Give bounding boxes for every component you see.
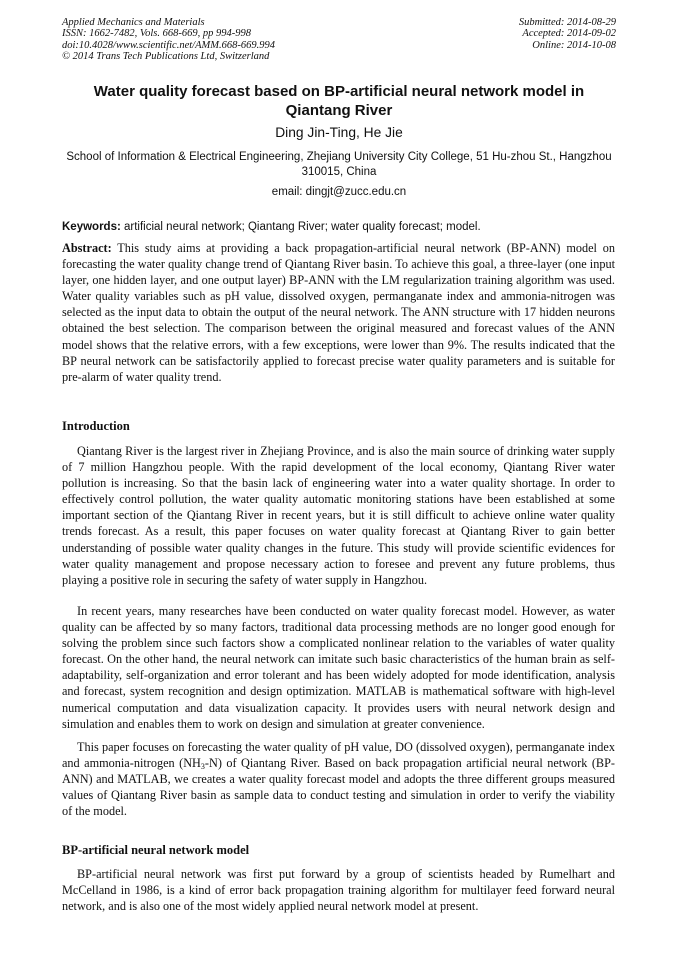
doi-line: doi:10.4028/www.scientific.net/AMM.668-669.994 <box>62 39 275 51</box>
bpann-heading: BP-artificial neural network model <box>62 843 250 857</box>
intro-p3-part1: This paper focuses on forecasting the water quality of pH value, DO (dissolved oxygen), permanganate index and ammonia-nitrogen (NH <box>62 740 615 771</box>
bpann-paragraph-1: BP-artificial neural network was first put forward by a group of scientists headed by Rumelhart and McCelland in 1986, is a kind of error back propagation training algorithm for multilayer feed forward neural network, and is also one of the most widely applied neural network model at present. <box>62 867 615 914</box>
keywords-label: Keywords: <box>62 221 121 233</box>
submitted-date: Submitted: 2014-08-29 <box>518 17 616 28</box>
introduction-paragraph-2: In recent years, many researches have been conducted on water quality forecast model. However, as water quality can be affected by so many factors, traditional data processing methods are no longer good enough for solving the problem since such factors show a complicated nonlinear relation to the variables of water quality forecast. On the other hand, the neural network can imitate such basic characteristics of the human brain as self-adaptability, self-organization and error tolerant and has been widely adopted for mode identification, analysis and forecast, system recognition and design optimization. MATLAB is mathematical software with high-level numerical computation and data visualization capacity. It provides users with neural network design and simulation and enables them to work on design and simulation at greater convenience. <box>62 604 615 731</box>
introduction-heading: Introduction <box>62 419 130 433</box>
introduction-paragraph-3 <box>62 739 615 819</box>
nh3-subscript: 3 <box>200 762 205 772</box>
author-affiliation: School of Information & Electrical Engineering, Zhejiang University City College, 51 Hu-zhou St., Hangzhou 310015, China <box>66 151 612 178</box>
online-date: Online: 2014-10-08 <box>532 39 616 51</box>
author-email: email: dingjt@zucc.edu.cn <box>271 186 407 198</box>
submission-dates <box>519 17 616 51</box>
paper-authors: Ding Jin-Ting, He Jie <box>275 125 403 140</box>
journal-name: Applied Mechanics and Materials <box>62 17 205 28</box>
keywords-text: artificial neural network; Qiantang River; water quality forecast; model. <box>120 221 481 233</box>
keywords <box>62 220 616 235</box>
abstract <box>62 240 615 385</box>
paper-title: Water quality forecast based on BP-artificial neural network model in Qiantang River <box>93 83 585 119</box>
intro-p3-part2: -N) of Qiantang River. Based on back propagation artificial neural network (BP-ANN) and MATLAB, we creates a water quality forecast model and adopts the three different groups measured values of Qiantang River basin as sample data to conduct testing and simulation in order to verify the viability of the model. <box>62 756 615 819</box>
introduction-paragraph-1: Qiantang River is the largest river in Zhejiang Province, and is also the main source of drinking water supply of 7 million Hangzhou people. With the rapid development of the local economy, Qiantang River water pollution is increasing. So that the basin lack of engineering water into a water quality shortage. In order to effectively control pollution, the water quality automatic monitoring stations have been established at some important section of the Qiantang River in recent years, but it is still difficult to achieve online water quality trends forecast. As a result, this paper focuses on water quality forecast at Qiantang River to gain better understanding of possible water quality changes in the future. This study will provide scientific evidences for water quality management and propose necessary action to foresee and prevent any future problems, thus playing a positive role in securing the safety of water supply in Hangzhou. <box>62 444 615 587</box>
abstract-label: Abstract: <box>62 241 112 255</box>
accepted-date: Accepted: 2014-09-02 <box>522 28 616 40</box>
journal-info <box>62 17 275 63</box>
abstract-text: This study aims at providing a back propagation-artificial neural network (BP-ANN) model on forecasting the water quality change trend of Qiantang River basin. To achieve this goal, a three-layer (one input layer, one hidden layer, and one output layer) BP-ANN with the LM regularization training algorithm was used. Water quality variables such as pH value, dissolved oxygen, permanganate index and ammonia-nitrogen was selected as the input data to obtain the output of the neural network. The ANN structure with 17 hidden neurons obtained the best selection. The comparison between the original measured and forecast values of the ANN model shows that the relative errors, with a few exceptions, were lower than 9%. The results indicated that the BP neural network can be satisfactorily applied to forecast precise water quality parameters and is suitable for pre-alarm of water quality trend. <box>62 241 615 384</box>
issn-line: ISSN: 1662-7482, Vols. 668-669, pp 994-998 <box>62 28 251 40</box>
copyright-line: © 2014 Trans Tech Publications Ltd, Switzerland <box>62 51 270 63</box>
